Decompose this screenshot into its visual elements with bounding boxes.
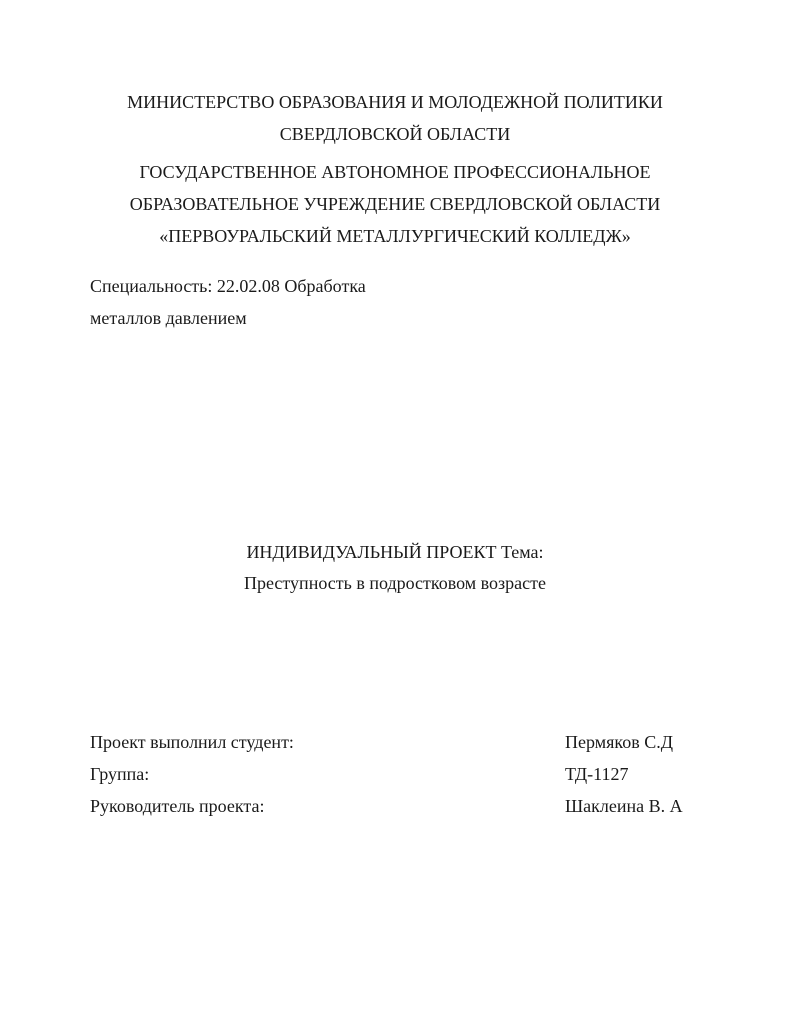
specialty-line-2: металлов давлением: [90, 308, 247, 328]
institution-line-2: ОБРАЗОВАТЕЛЬНОЕ УЧРЕЖДЕНИЕ СВЕРДЛОВСКОЙ ОБЛАСТИ: [129, 194, 661, 214]
info-row-supervisor: [90, 794, 710, 818]
info-row-student: [90, 730, 710, 754]
specialty-line-1: Специальность: 22.02.08 Обработка: [90, 276, 366, 296]
institution-line-3: «ПЕРВОУРАЛЬСКИЙ МЕТАЛЛУРГИЧЕСКИЙ КОЛЛЕДЖ»: [159, 226, 631, 246]
info-value: ТД-1127: [565, 764, 629, 784]
project-title: ИНДИВИДУАЛЬНЫЙ ПРОЕКТ Тема:: [246, 542, 544, 562]
institution-line-1: ГОСУДАРСТВЕННОЕ АВТОНОМНОЕ ПРОФЕССИОНАЛЬНОЕ: [139, 162, 651, 182]
info-value: Шаклеина В. А: [565, 796, 683, 816]
info-label: Проект выполнил студент:: [90, 732, 294, 752]
info-label: Руководитель проекта:: [90, 796, 265, 816]
ministry-line-1: МИНИСТЕРСТВО ОБРАЗОВАНИЯ И МОЛОДЕЖНОЙ ПОЛИТИКИ: [127, 92, 663, 112]
ministry-line-2: СВЕРДЛОВСКОЙ ОБЛАСТИ: [279, 124, 511, 144]
project-topic: Преступность в подростковом возрасте: [244, 573, 546, 593]
info-row-group: [90, 762, 710, 786]
info-value: Пермяков С.Д: [565, 732, 673, 752]
info-label: Группа:: [90, 764, 150, 784]
